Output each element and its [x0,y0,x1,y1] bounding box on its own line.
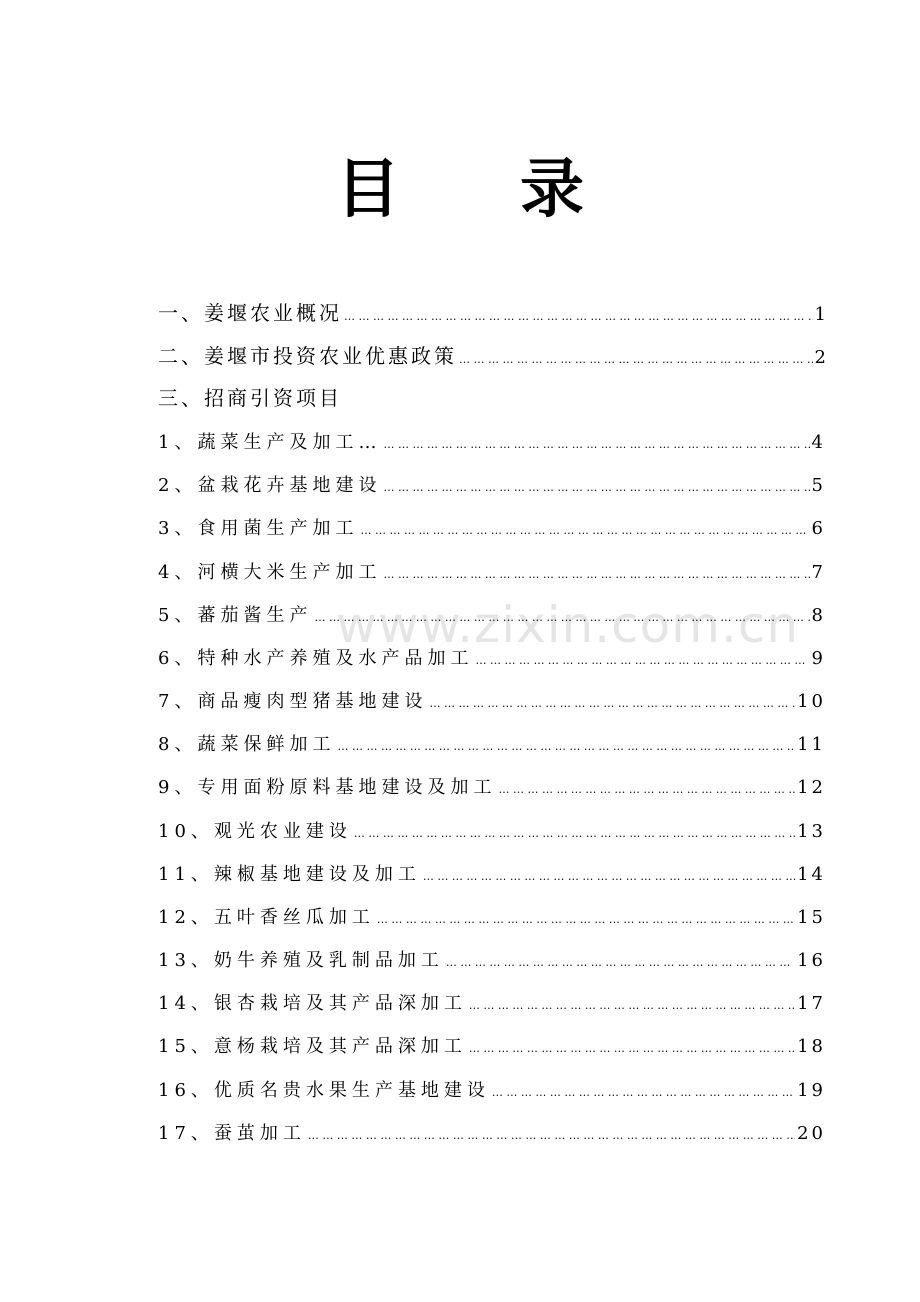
toc-entry-page: 16 [797,950,826,971]
page-title-char-1: 目 [336,153,400,227]
toc-entry-item-8[interactable] [158,730,826,760]
toc-entry-label: 4、河横大米生产加工 [158,562,382,583]
toc-entry-page: 6 [811,518,826,539]
toc-leader-dots [469,991,795,1021]
toc-entry-item-13[interactable] [158,946,826,976]
toc-entry-label: 一、姜堰农业概况 [158,301,342,325]
toc-leader-dots [492,1078,795,1108]
toc-entry-section-2[interactable] [158,341,826,371]
toc-entry-page: 7 [811,562,826,583]
toc-entry-item-17[interactable] [158,1119,826,1149]
toc-entry-label: 8、蔬菜保鲜加工 [158,734,336,755]
toc-leader-dots [308,1121,795,1151]
toc-entry-label: 6、特种水产养殖及水产品加工 [158,648,474,669]
toc-leader-dots [354,819,795,849]
toc-leader-dots [344,302,813,332]
toc-entry-item-5[interactable] [158,601,826,631]
toc-leader-dots [429,689,795,719]
toc-entry-item-6[interactable] [158,644,826,674]
toc-entry-page: 15 [797,907,826,928]
toc-leader-dots [498,775,795,805]
toc-entry-page: 10 [797,691,826,712]
toc-entry-page: 19 [797,1080,826,1101]
toc-entry-label: 2、盆栽花卉基地建设 [158,475,382,496]
toc-entry-item-2[interactable] [158,471,826,501]
toc-entry-page: 5 [811,475,826,496]
toc-entry-page: 17 [797,993,826,1014]
toc-leader-dots [314,603,809,633]
toc-entry-label: 12、五叶香丝瓜加工 [158,907,375,928]
toc-entry-label: 3、食用菌生产加工 [158,518,359,539]
toc-entry-page: 18 [797,1036,826,1057]
toc-entry-label: 15、意杨栽培及其产品深加工 [158,1036,467,1057]
toc-entry-page: 20 [797,1123,826,1144]
toc-entry-page: 14 [797,864,826,885]
toc-entry-label: 9、专用面粉原料基地建设及加工 [158,777,497,798]
toc-leader-dots [423,862,795,892]
toc-entry-item-7[interactable] [158,687,826,717]
toc-leader-dots [377,905,795,935]
toc-leader-dots [383,430,809,460]
watermark: www.zixin.com.cn [336,596,800,654]
toc-entry-label: 三、招商引资项目 [158,386,342,410]
toc-entry-item-4[interactable] [158,558,826,588]
toc-entry-item-16[interactable] [158,1076,826,1106]
toc-entry-page: 4 [811,432,826,453]
toc-entry-label: 14、银杏栽培及其产品深加工 [158,993,467,1014]
toc-entry-label: 13、奶牛养殖及乳制品加工 [158,950,444,971]
toc-leader-dots [383,473,809,503]
toc-entry-page: 9 [811,648,826,669]
toc-entry-page: 13 [797,821,826,842]
toc-entry-page: 12 [797,777,826,798]
toc-leader-dots [469,1034,795,1064]
toc-leader-dots [337,732,795,762]
toc-entry-label: 7、商品瘦肉型猪基地建设 [158,691,428,712]
toc-entry-label: 17、蚕茧加工 [158,1123,306,1144]
toc-entry-section-1[interactable] [158,298,826,328]
toc-entry-item-9[interactable] [158,773,826,803]
toc-entry-item-11[interactable] [158,860,826,890]
toc-entry-page: 2 [814,347,826,368]
page-title-char-2: 录 [520,153,584,227]
toc-entry-label: 二、姜堰市投资农业优惠政策 [158,344,457,368]
toc-leader-dots [475,646,809,676]
toc-leader-dots [383,560,809,590]
toc-entry-label: 10、观光农业建设 [158,821,352,842]
toc-entry-label: 16、优质名贵水果生产基地建设 [158,1080,490,1101]
toc-entry-item-10[interactable] [158,817,826,847]
toc-entry-section-3[interactable] [158,383,826,413]
toc-entry-page: 1 [814,304,826,325]
toc-entry-label: 11、辣椒基地建设及加工 [158,864,421,885]
toc-entry-item-1[interactable] [158,428,826,458]
toc-entry-item-14[interactable] [158,989,826,1019]
toc-leader-dots [446,948,795,978]
toc-entry-label: 5、蕃茄酱生产 [158,605,313,626]
toc-entry-item-12[interactable] [158,903,826,933]
toc-leader-dots [459,345,813,375]
toc-entry-item-15[interactable] [158,1032,826,1062]
toc-entry-page: 8 [811,605,826,626]
toc-leader-dots [360,516,809,546]
toc-entry-item-3[interactable] [158,514,826,544]
page-title [0,150,920,230]
toc-entry-page: 11 [797,734,826,755]
toc-entry-label: 1、蔬菜生产及加工… [158,432,382,453]
